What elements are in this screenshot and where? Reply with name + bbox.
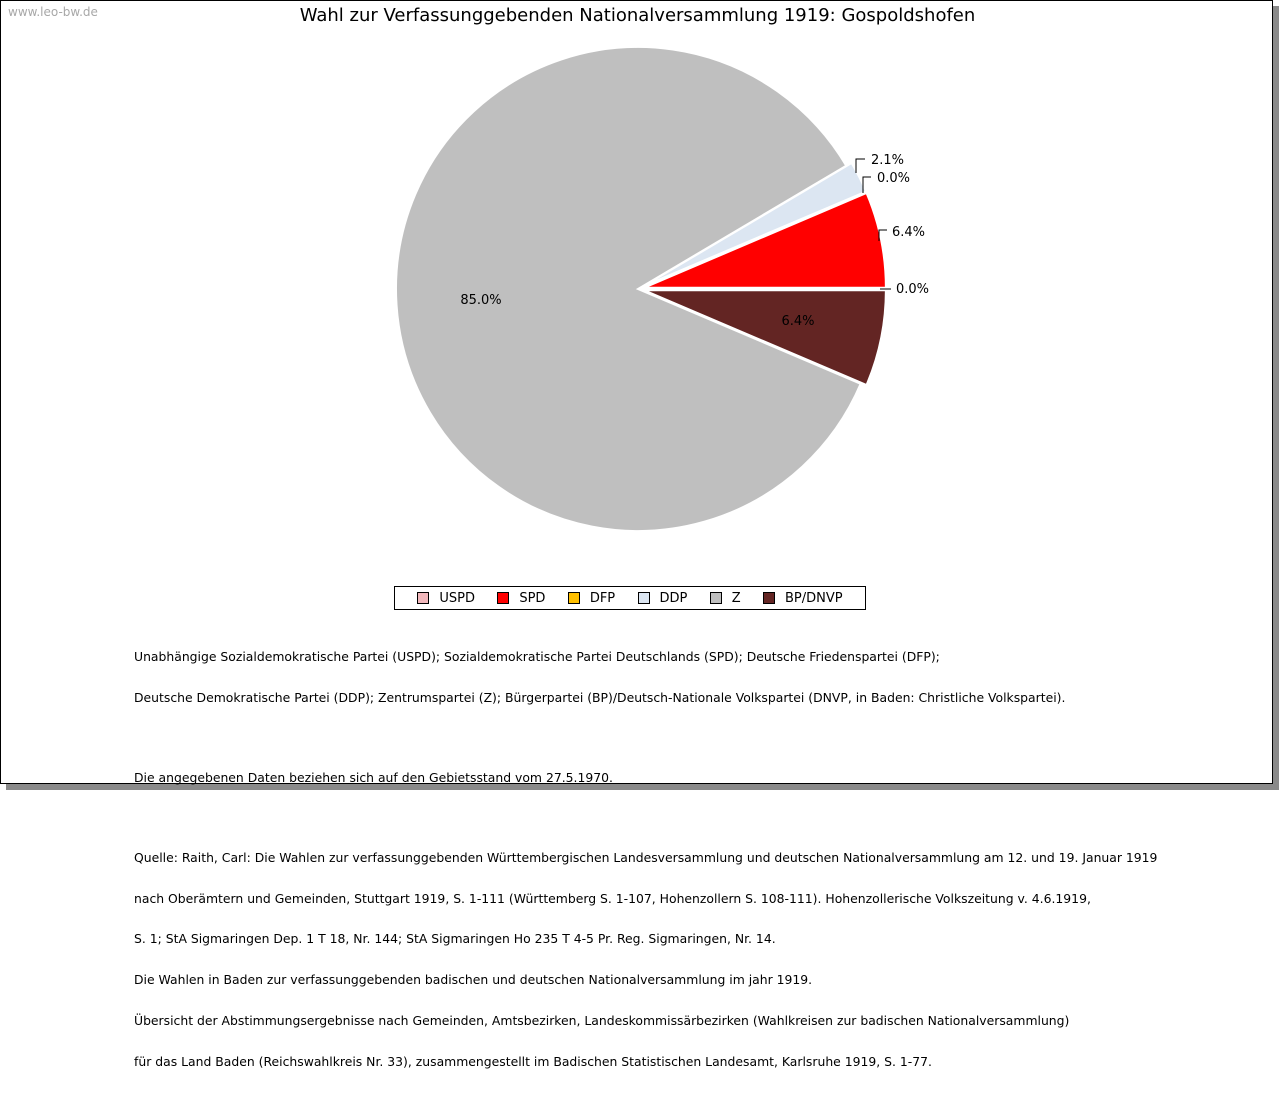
legend-label-ddp: DDP — [659, 590, 688, 606]
watermark: www.leo-bw.de — [8, 5, 98, 19]
notes-source-line-1: Quelle: Raith, Carl: Die Wahlen zur verfassunggebenden Württembergischen Landesversammlung und deutschen Nationalversammlung am 12. und 19. Januar 1919 — [134, 849, 1158, 865]
legend-item-ddp — [638, 591, 688, 606]
pie-chart — [1, 1, 1274, 621]
notes-source-line-5: Übersicht der Abstimmungsergebnisse nach Gemeinden, Amtsbezirken, Landeskommissärbezirken (Wahlkreisen zur badischen Nationalversammlung) — [134, 1013, 1070, 1029]
legend-label-bp-dnvp: BP/DNVP — [785, 590, 843, 606]
pie-label-spd: 6.4% — [892, 225, 926, 240]
notes-source-line-4: Die Wahlen in Baden zur verfassunggebenden badischen und deutschen Nationalversammlung im jahr 1919. — [134, 972, 813, 988]
pie-label-bp-dnvp: 6.4% — [781, 314, 815, 329]
notes-source-line-2: nach Oberämtern und Gemeinden, Stuttgart 1919, S. 1-111 (Württemberg S. 1-107, Hohenzollern S. 108-111). Hohenzollerische Volkszeitung v. 4.6.1919, — [134, 890, 1091, 906]
pie-slice-z — [396, 47, 861, 531]
legend-label-dfp: DFP — [589, 590, 616, 606]
notes — [134, 623, 1157, 1096]
legend-label-z: Z — [731, 590, 741, 606]
notes-gebietsstand: Die angegebenen Daten beziehen sich auf den Gebietsstand vom 27.5.1970. — [134, 769, 613, 785]
pie-label-uspd: 0.0% — [896, 282, 930, 297]
chart-title: Wahl zur Verfassunggebenden Nationalversammlung 1919: Gospoldshofen — [299, 5, 976, 26]
legend-item-dfp — [568, 591, 615, 606]
pie-leader-ddp — [856, 159, 865, 173]
legend-label-uspd: USPD — [439, 590, 475, 606]
legend-label-spd: SPD — [519, 590, 546, 606]
notes-source-line-6: für das Land Baden (Reichswahlkreis Nr. 33), zusammengestellt im Badischen Statistischen Landesamt, Karlsruhe 1919, S. 1-77. — [134, 1053, 932, 1069]
notes-source-line-3: S. 1; StA Sigmaringen Dep. 1 T 18, Nr. 144; StA Sigmaringen Ho 235 T 4-5 Pr. Reg. Sigmaringen, Nr. 14. — [134, 931, 776, 947]
legend-swatch-z — [710, 592, 722, 604]
pie-slices — [396, 47, 886, 531]
legend-item-uspd — [417, 591, 475, 606]
legend-swatch-ddp — [638, 592, 650, 604]
legend-swatch-bp-dnvp — [763, 592, 775, 604]
pie-label-dfp: 0.0% — [877, 171, 911, 186]
legend-swatch-spd — [497, 592, 509, 604]
notes-abbreviations-line-1: Unabhängige Sozialdemokratische Partei (USPD); Sozialdemokratische Partei Deutschlands (SPD); Deutsche Friedenspartei (DFP); — [134, 649, 940, 665]
legend-swatch-dfp — [568, 592, 580, 604]
legend-item-bp-dnvp — [763, 591, 843, 606]
legend — [394, 586, 866, 610]
pie-label-z: 85.0% — [460, 293, 502, 308]
legend-item-spd — [497, 591, 545, 606]
legend-item-z — [710, 591, 741, 606]
notes-abbreviations-line-2: Deutsche Demokratische Partei (DDP); Zentrumspartei (Z); Bürgerpartei (BP)/Deutsch-Nationale Volkspartei (DNVP, in Baden: Christliche Volkspartei). — [134, 689, 1066, 705]
legend-swatch-uspd — [417, 592, 429, 604]
pie-label-ddp: 2.1% — [871, 153, 905, 168]
